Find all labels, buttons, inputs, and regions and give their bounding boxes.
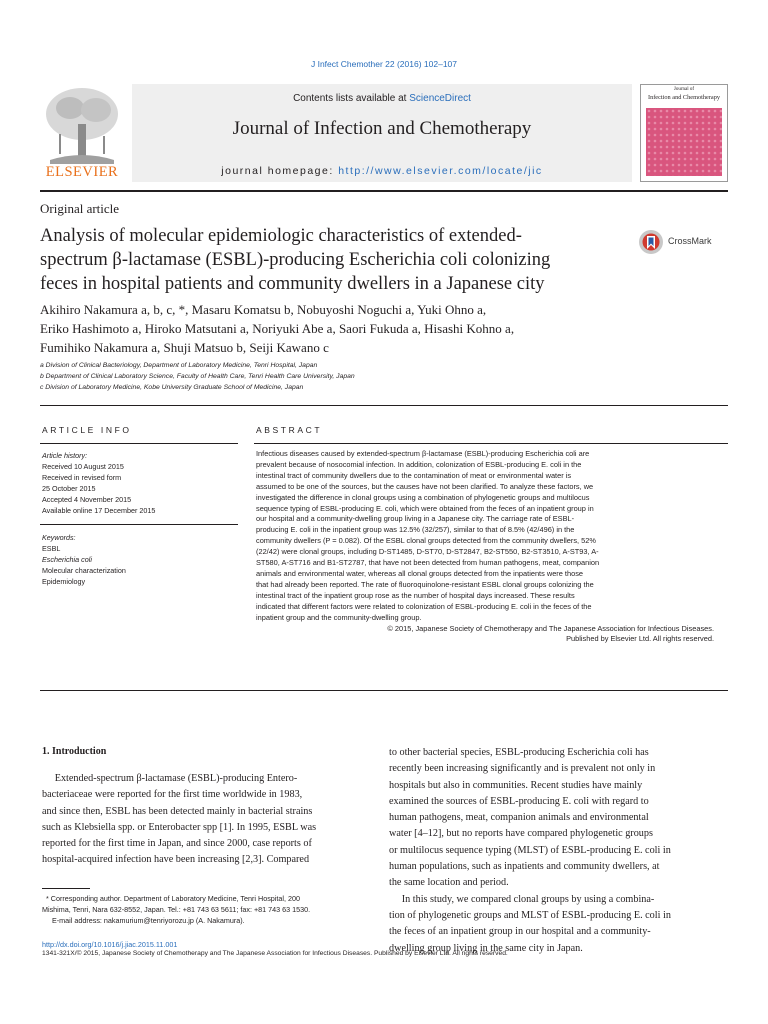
abstract-line: assumed to be one of the sources, but the causes have not been clarified. To analyze these factors, we: [256, 481, 594, 491]
keyword: Epidemiology: [42, 577, 86, 586]
crossmark-label: CrossMark: [668, 236, 712, 246]
footnote-line: * Corresponding author. Department of Laboratory Medicine, Tenri Hospital, 200: [42, 894, 300, 903]
body-line: dwelling group living in the same city in Japan.: [389, 942, 583, 954]
body-line: hospitals but also in communities. Recent studies have mainly: [389, 779, 643, 791]
homepage-prefix: journal homepage:: [221, 165, 339, 177]
body-line: bacteriaceae were reported for the first time worldwide in 1983,: [42, 789, 303, 801]
abstract-line: community dwellers (P = 0.082). Of the ESBL clonal groups detected from the community dwellers, 52%: [256, 536, 596, 546]
abstract-line: inpatient group and the community-dwelling group.: [256, 612, 422, 622]
sciencedirect-link[interactable]: ScienceDirect: [409, 93, 471, 104]
article-title: [40, 224, 620, 296]
body-line: recently been increasing significantly and is prevalent not only in: [389, 763, 656, 775]
title-line: spectrum β-lactamase (ESBL)-producing Escherichia coli colonizing: [40, 250, 551, 270]
body-line: or multilocus sequence typing (MLST) of ESBL-producing E. coli in: [389, 844, 671, 856]
title-line: Analysis of molecular epidemiologic characteristics of extended-: [40, 226, 522, 246]
abstract-line: sequence typing of ESBL-producing E. coli, which were obtained from the feces of an inpatient group in: [256, 503, 594, 513]
keywords: [42, 532, 238, 587]
author-line: Fumihiko Nakamura a, Shuji Matsuo b, Seiji Kawano c: [40, 340, 329, 355]
body-line: tion of phylogenetic groups and MLST of ESBL-producing E. coli in: [389, 909, 671, 921]
history-label: Article history:: [42, 451, 88, 460]
body-line: examined the sources of ESBL-producing E. coli with regard to: [389, 795, 649, 807]
copyright-line: Published by Elsevier Ltd. All rights reserved.: [566, 634, 714, 644]
body-line: human pathogens, meat, companion animals and environmental: [389, 812, 649, 824]
homepage-line: [132, 165, 632, 177]
body-line: the feces of an inpatient group in our hospital and a community-: [389, 926, 651, 938]
abstract-line: producing E. coli in the inpatient group was 12.5% (32/257), similar to that of 8.5% (42/496) in the: [256, 525, 575, 535]
journal-title: Journal of Infection and Chemotherapy: [232, 118, 532, 139]
abstract-line: our hospital and a community-dwelling group living in a Japanese city. The carriage rate of ESBL-: [256, 514, 575, 524]
abstract-text: [256, 449, 714, 645]
article-history: [42, 450, 238, 516]
body-line: and since then, ESBL has been detected mainly in bacterial strains: [42, 805, 313, 817]
abstract-line: that had already been reported. The rate of fluoroquinolone-resistant ESBL clonal groups colonizing the: [256, 579, 594, 589]
history-item: 25 October 2015: [42, 484, 96, 493]
contents-line: [132, 93, 632, 104]
abstract-line: animals and environmental water, whereas all clonal groups detected from the inpatients were those: [256, 568, 584, 578]
affiliation-c: c Division of Laboratory Medicine, Kobe University Graduate School of Medicine, Japan: [40, 384, 304, 391]
abstract-line: Infectious diseases caused by extended-spectrum β-lactamase (ESBL)-producing Escherichia coli are: [256, 449, 590, 458]
body-column-left: [42, 771, 366, 869]
divider-rule: [40, 690, 728, 691]
history-item: Accepted 4 November 2015: [42, 495, 132, 504]
body-line: reported for the first time in Japan, and since 2000, case reports of: [42, 838, 312, 850]
elsevier-logo[interactable]: [40, 84, 124, 182]
footnote-rule: [42, 888, 90, 889]
abstract-line: (22/42) were clonal groups, including D-ST1485, D-ST70, D-ST2847, B2-ST550, B2-ST3510, A-ST93, A-: [256, 547, 599, 557]
history-item: Received in revised form: [42, 473, 122, 482]
body-line: to other bacterial species, ESBL-producing Escherichia coli has: [389, 747, 649, 758]
crossmark-icon: [638, 229, 664, 255]
abstract-line: intestinal tract of community dwellers due to the contamination of meat or environmental water is: [256, 470, 572, 480]
footnote-line: Mishima, Tenri, Nara 632-8552, Japan. Tel.: +81 743 63 5611; fax: +81 743 63 1530.: [42, 905, 311, 914]
abstract-line: investigated the difference in clonal groups using a combination of phylogenetic groups and multilocus: [256, 492, 590, 502]
body-line: In this study, we compared clonal groups by using a combina-: [389, 893, 655, 905]
homepage-link[interactable]: http://www.elsevier.com/locate/jic: [338, 165, 543, 177]
author-line: Akihiro Nakamura a, b, c, *, Masaru Komatsu b, Nobuyoshi Noguchi a, Yuki Ohno a,: [40, 302, 487, 317]
doi-link[interactable]: http://dx.doi.org/10.1016/j.jiac.2015.11.001: [42, 940, 178, 949]
body-line: human populations, such as inpatients and community dwellers, at: [389, 861, 660, 873]
author-list: [40, 300, 730, 357]
affiliations: [40, 360, 730, 393]
body-line: water [4–12], but no reports have compared phylogenetic groups: [389, 828, 653, 840]
journal-cover[interactable]: [640, 84, 728, 182]
abstract-line: intestinal tract of the inpatient group rose as the number of hospital days increased. These results: [256, 590, 575, 600]
history-item: Received 10 August 2015: [42, 462, 124, 471]
body-line: the same location and period.: [389, 877, 509, 889]
article-info-rule: [40, 443, 238, 444]
affiliation-b: b Department of Clinical Laboratory Science, Faculty of Health Care, Tenri Health Care University, Japan: [40, 373, 355, 380]
copyright-line: © 2015, Japanese Society of Chemotherapy and The Japanese Association for Infectious Diseases.: [387, 623, 714, 633]
body-line: Extended-spectrum β-lactamase (ESBL)-producing Entero-: [42, 773, 298, 784]
corresponding-author-footnote: [42, 893, 372, 926]
keyword: ESBL: [42, 544, 61, 553]
keyword: Molecular characterization: [42, 566, 126, 575]
divider-rule: [40, 405, 728, 406]
journal-masthead: [132, 84, 632, 182]
article-type: Original article: [40, 201, 120, 216]
keyword: Escherichia coli: [42, 555, 92, 564]
body-line: such as Klebsiella spp. or Enterobacter spp [1]. In 1995, ESBL was: [42, 821, 317, 833]
title-line: feces in hospital patients and community dwellers in a Japanese city: [40, 274, 545, 294]
body-line: hospital-acquired infection have been increasing [2,3]. Compared: [42, 854, 310, 866]
crossmark-badge[interactable]: [638, 229, 728, 257]
footnote-line[interactable]: E-mail address: nakamurium@tenriyorozu.jp (A. Nakamura).: [42, 916, 245, 925]
keywords-rule: [40, 524, 238, 525]
abstract-line: ST580, A-ST716 and B1-ST2787, that have not been detected from human pathogens, meat, companion: [256, 558, 600, 568]
abstract-rule: [254, 443, 728, 444]
header-rule: [40, 190, 728, 192]
abstract-heading: ABSTRACT: [256, 425, 323, 435]
journal-citation[interactable]: J Infect Chemother 22 (2016) 102–107: [310, 59, 457, 69]
cover-title-line1: Journal of: [673, 87, 695, 92]
affiliation-a: a Division of Clinical Bacteriology, Department of Laboratory Medicine, Tenri Hospital, Japan: [40, 362, 318, 369]
keywords-label: Keywords:: [42, 533, 76, 542]
section-heading-introduction: 1. Introduction: [42, 746, 107, 757]
issn-copyright: 1341-321X/© 2015, Japanese Society of Chemotherapy and The Japanese Association for Infectious Diseases. Published by Elsevier Ltd. All rights reserved.: [42, 950, 508, 957]
elsevier-wordmark: ELSEVIER: [45, 164, 119, 180]
body-column-right: [389, 745, 714, 957]
cover-title-line2: Infection and Chemotherapy: [647, 94, 721, 101]
contents-prefix: Contents lists available at: [293, 93, 410, 104]
author-line: Eriko Hashimoto a, Hiroko Matsutani a, Noriyuki Abe a, Saori Fukuda a, Hisashi Kohno a,: [40, 321, 515, 336]
history-item: Available online 17 December 2015: [42, 506, 156, 515]
abstract-line: prevalent because of nosocomial infection. In addition, colonization of ESBL-producing E. coli in the: [256, 459, 582, 469]
abstract-line: indicated that different factors were related to colonization of ESBL-producing E. coli in the feces of the: [256, 601, 592, 611]
article-info-heading: ARTICLE INFO: [42, 425, 132, 435]
